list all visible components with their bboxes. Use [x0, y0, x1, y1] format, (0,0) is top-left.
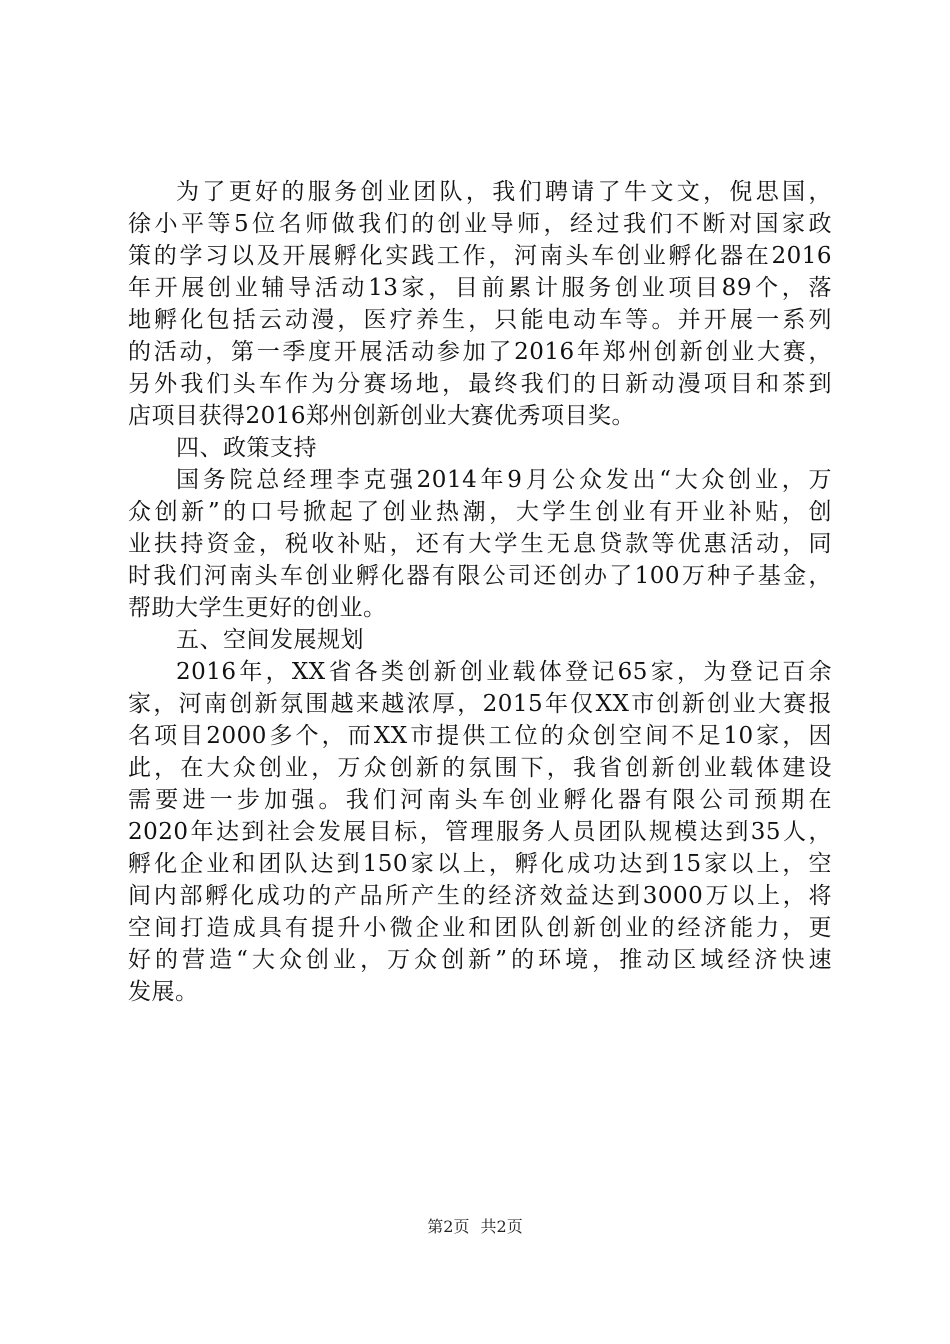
paragraph-line: 间内部孵化成功的产品所产生的经济效益达到3000万以上，将 — [128, 883, 832, 909]
paragraph-line: 好的营造“大众创业，万众创新”的环境，推动区域经济快速 — [128, 947, 832, 973]
paragraph-line: 时我们河南头车创业孵化器有限公司还创办了100万种子基金， — [128, 563, 832, 589]
paragraph-line: 为了更好的服务创业团队，我们聘请了牛文文，倪思国， — [176, 179, 832, 205]
section-heading — [128, 432, 832, 464]
paragraph-line: 地孵化包括云动漫，医疗养生，只能电动车等。并开展一系列 — [128, 307, 832, 333]
paragraph-line: 2016年，XX省各类创新创业载体登记65家，为登记百余 — [176, 659, 832, 685]
paragraph-line: 帮助大学生更好的创业。 — [128, 595, 387, 621]
paragraph-line: 另外我们头车作为分赛场地，最终我们的日新动漫项目和茶到 — [128, 371, 832, 397]
paragraph-line: 国务院总经理李克强2014年9月公众发出“大众创业，万 — [176, 467, 832, 493]
paragraph-line: 的活动，第一季度开展活动参加了2016年郑州创新创业大赛， — [128, 339, 832, 365]
paragraph-line: 众创新”的口号掀起了创业热潮，大学生创业有开业补贴，创 — [128, 499, 832, 525]
paragraph-line: 店项目获得2016郑州创新创业大赛优秀项目奖。 — [128, 403, 636, 429]
paragraph-line: 徐小平等5位名师做我们的创业导师，经过我们不断对国家政 — [128, 211, 832, 237]
heading-text: 四、政策支持 — [176, 435, 317, 461]
heading-text: 五、空间发展规划 — [176, 627, 364, 653]
paragraph — [128, 464, 832, 624]
page-total: 共2页 — [480, 1217, 523, 1236]
section-heading — [128, 624, 832, 656]
paragraph — [128, 176, 832, 432]
page-footer — [0, 1216, 950, 1238]
paragraph-line: 家，河南创新氛围越来越浓厚，2015年仅XX市创新创业大赛报 — [128, 691, 832, 717]
paragraph-line: 业扶持资金，税收补贴，还有大学生无息贷款等优惠活动，同 — [128, 531, 832, 557]
paragraph-line: 名项目2000多个，而XX市提供工位的众创空间不足10家，因 — [128, 723, 832, 749]
paragraph-line: 发展。 — [128, 979, 199, 1005]
paragraph — [128, 656, 832, 1008]
paragraph-line: 年开展创业辅导活动13家，目前累计服务创业项目89个，落 — [128, 275, 832, 301]
paragraph-line: 孵化企业和团队达到150家以上，孵化成功达到15家以上，空 — [128, 851, 832, 877]
paragraph-line: 此，在大众创业，万众创新的氛围下，我省创新创业载体建设 — [128, 755, 832, 781]
paragraph-line: 策的学习以及开展孵化实践工作，河南头车创业孵化器在2016 — [128, 243, 832, 269]
paragraph-line: 需要进一步加强。我们河南头车创业孵化器有限公司预期在 — [128, 787, 832, 813]
paragraph-line: 空间打造成具有提升小微企业和团队创新创业的经济能力，更 — [128, 915, 832, 941]
document-body — [128, 176, 832, 1008]
page-number: 第2页 — [427, 1217, 470, 1236]
paragraph-line: 2020年达到社会发展目标，管理服务人员团队规模达到35人， — [128, 819, 832, 845]
